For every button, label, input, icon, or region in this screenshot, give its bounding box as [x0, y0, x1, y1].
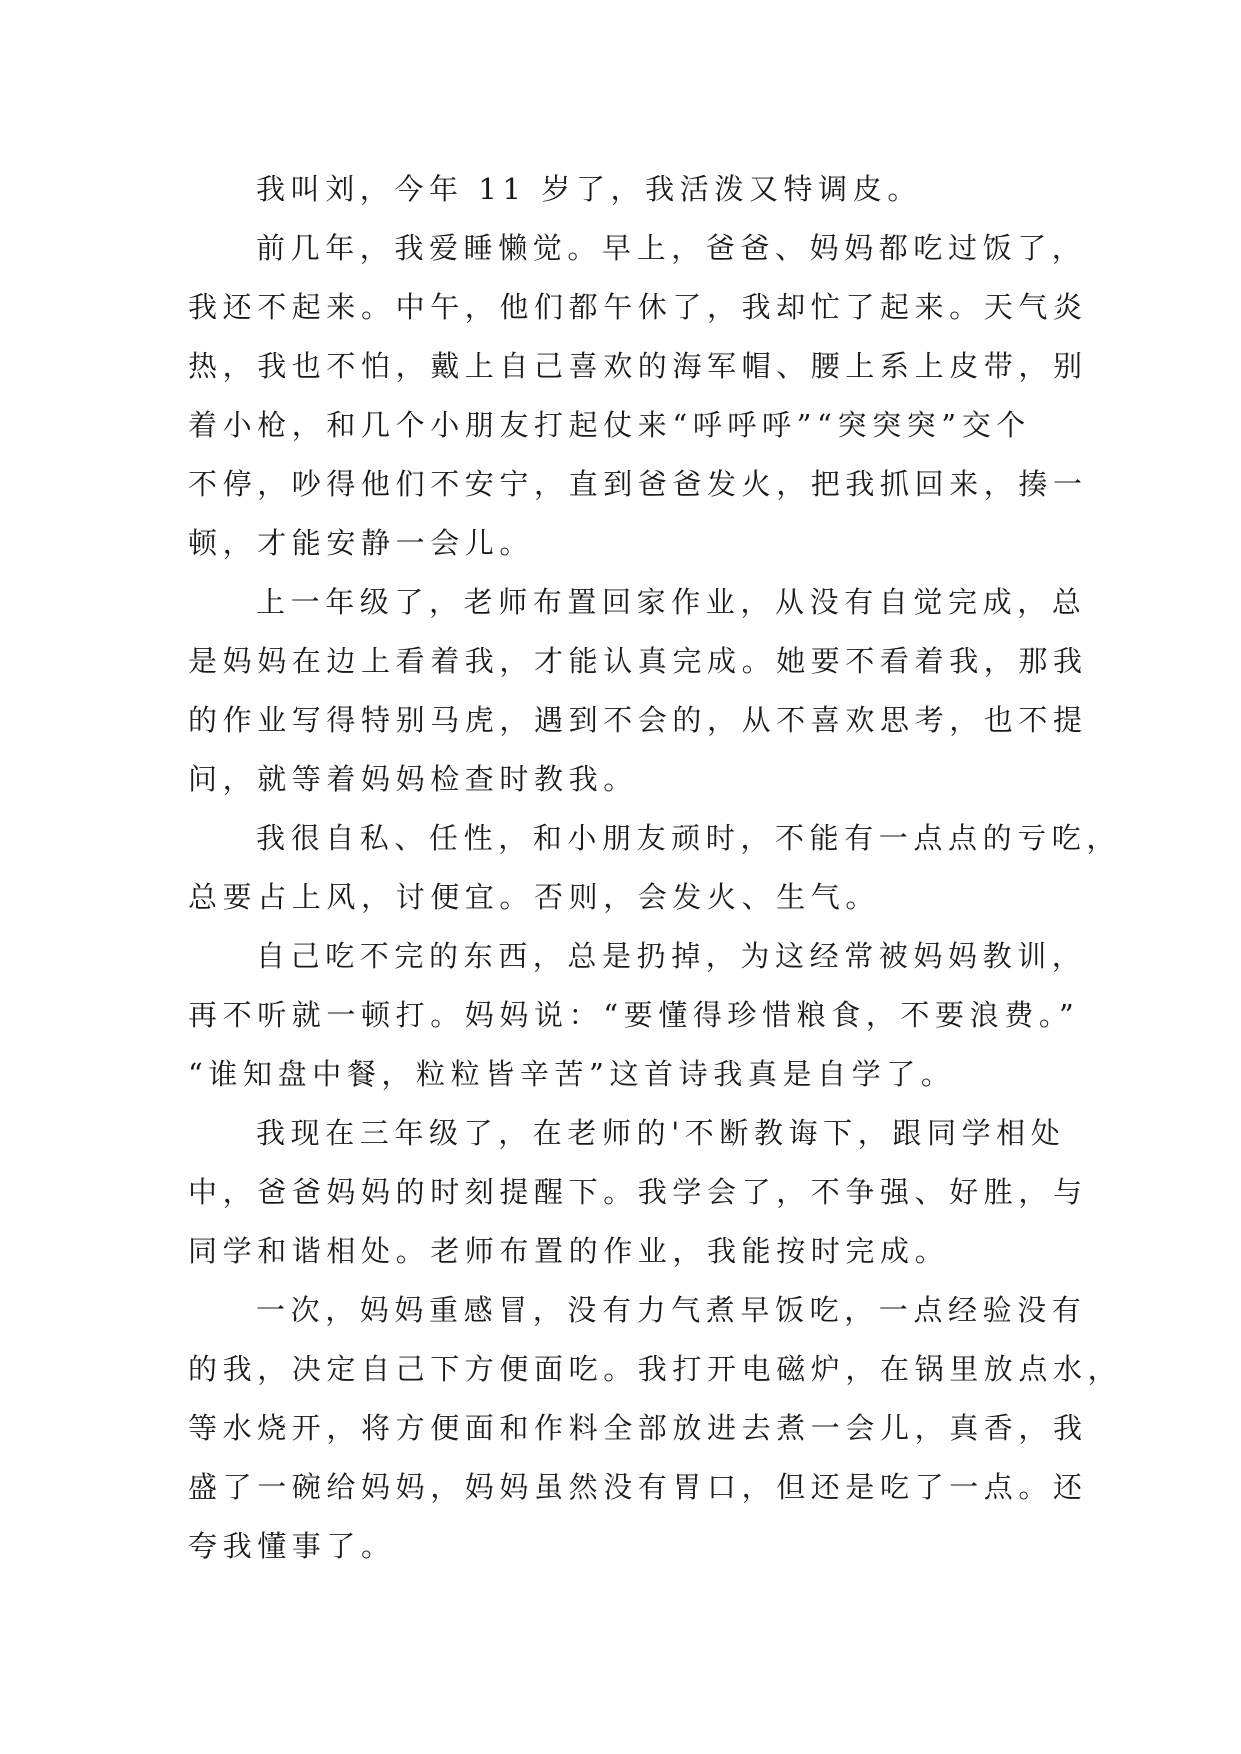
text-line: 中，爸爸妈妈的时刻提醒下。我学会了，不争强、好胜，与 — [188, 1175, 1088, 1209]
paragraph-5 — [188, 927, 1087, 1104]
text-line: 的作业写得特别马虎，遇到不会的，从不喜欢思考，也不提 — [188, 703, 1088, 737]
text-line: 再不听就一顿打。妈妈说：“要懂得珍惜粮食，不要浪费。” — [188, 998, 1080, 1032]
text-line: 我还不起来。中午，他们都午休了，我却忙了起来。天气炎 — [188, 290, 1088, 324]
document-body — [188, 160, 1123, 1576]
text-line: 问，就等着妈妈检查时教我。 — [188, 762, 638, 796]
text-line: 等水烧开，将方便面和作料全部放进去煮一会儿，真香，我 — [188, 1411, 1088, 1445]
text-line: 前几年，我爱睡懒觉。早上，爸爸、妈妈都吃过饭了， — [256, 231, 1087, 265]
text-line: 上一年级了，老师布置回家作业，从没有自觉完成，总 — [256, 585, 1087, 619]
paragraph-4 — [188, 809, 1122, 927]
text-line: 不停，吵得他们不安宁，直到爸爸发火，把我抓回来，揍一 — [188, 467, 1088, 501]
text-line: 着小枪，和几个小朋友打起仗来“呼呼呼”“突突突”交个 — [188, 408, 1031, 442]
paragraph-7 — [188, 1281, 1123, 1576]
text-line: 夸我懂事了。 — [188, 1529, 396, 1563]
text-line: 盛了一碗给妈妈，妈妈虽然没有胃口，但还是吃了一点。还 — [188, 1470, 1088, 1504]
paragraph-2 — [188, 219, 1088, 573]
paragraph-6 — [188, 1104, 1088, 1281]
text-line: “谁知盘中餐，粒粒皆辛苦”这首诗我真是自学了。 — [188, 1057, 956, 1091]
text-line: 我现在三年级了，在老师的'不断教诲下，跟同学相处 — [256, 1116, 1066, 1150]
paragraph-3 — [188, 573, 1088, 809]
text-line: 我很自私、任性，和小朋友顽时，不能有一点点的亏吃， — [256, 821, 1122, 855]
text-line: 的我，决定自己下方便面吃。我打开电磁炉，在锅里放点水， — [188, 1352, 1123, 1386]
text-line: 总要占上风，讨便宜。否则，会发火、生气。 — [188, 880, 881, 914]
paragraph-1 — [188, 160, 1078, 219]
text-line: 热，我也不怕，戴上自己喜欢的海军帽、腰上系上皮带，别 — [188, 349, 1088, 383]
text-line: 顿，才能安静一会儿。 — [188, 526, 535, 560]
text-line: 同学和谐相处。老师布置的作业，我能按时完成。 — [188, 1234, 950, 1268]
text-line: 自己吃不完的东西，总是扔掉，为这经常被妈妈教训， — [256, 939, 1087, 973]
text-line: 一次，妈妈重感冒，没有力气煮早饭吃，一点经验没有 — [256, 1293, 1087, 1327]
text-line: 是妈妈在边上看着我，才能认真完成。她要不看着我，那我 — [188, 644, 1088, 678]
text-line: 我叫刘，今年 11 岁了，我活泼又特调皮。 — [256, 172, 922, 206]
